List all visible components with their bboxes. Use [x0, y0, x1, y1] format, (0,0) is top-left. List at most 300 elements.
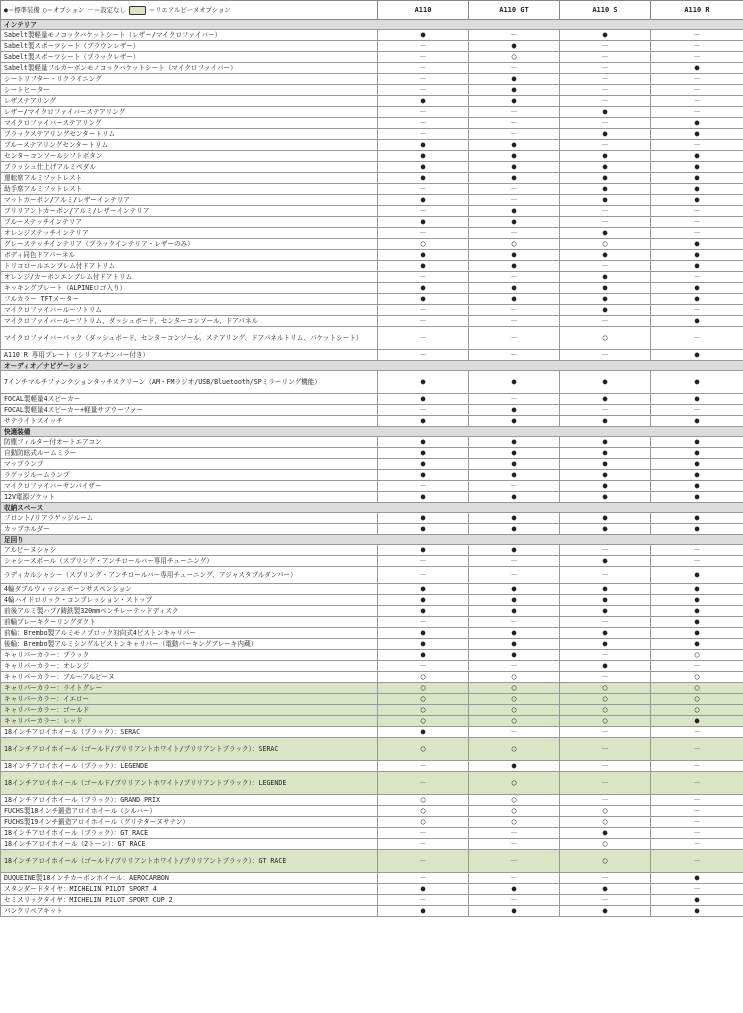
standard-mark: ● [651, 63, 743, 74]
none-mark: － [560, 74, 651, 85]
none-mark: － [469, 350, 560, 361]
option-mark: ○ [469, 772, 560, 795]
none-mark: － [469, 305, 560, 316]
none-mark: － [378, 617, 469, 628]
none-mark: － [378, 85, 469, 96]
option-mark: ○ [560, 694, 651, 705]
feature-label: ラディカルシャシー（スプリング・アンチロールバー専用チューニング、アジャスタブルダンパー） [1, 567, 378, 584]
none-mark: － [378, 873, 469, 884]
standard-mark: ● [651, 250, 743, 261]
feature-label: 運転席アルミフットレスト [1, 173, 378, 184]
feature-label: レザステアリング [1, 96, 378, 107]
option-mark: ○ [378, 817, 469, 828]
standard-mark: ● [378, 173, 469, 184]
none-mark: － [378, 52, 469, 63]
standard-mark: ● [560, 305, 651, 316]
standard-mark: ● [378, 195, 469, 206]
standard-mark: ● [469, 606, 560, 617]
spec-row [1, 839, 743, 850]
spec-row [1, 545, 743, 556]
option-mark: ○ [651, 705, 743, 716]
spec-row [1, 727, 743, 738]
option-mark: ○ [378, 672, 469, 683]
standard-mark: ● [651, 294, 743, 305]
none-mark: － [469, 556, 560, 567]
section-title: 快適装備 [1, 427, 743, 437]
standard-mark: ● [560, 884, 651, 895]
none-mark: － [560, 118, 651, 129]
standard-mark: ● [560, 481, 651, 492]
feature-label: キッキングプレート（ALPINEロゴ入り） [1, 283, 378, 294]
standard-mark: ● [378, 96, 469, 107]
spec-row [1, 283, 743, 294]
spec-row [1, 206, 743, 217]
option-mark: ○ [378, 738, 469, 761]
spec-row [1, 217, 743, 228]
none-mark: － [651, 727, 743, 738]
none-mark: － [378, 772, 469, 795]
standard-mark: ● [469, 906, 560, 917]
standard-mark: ● [469, 650, 560, 661]
option-mark: ○ [560, 327, 651, 350]
feature-label: ブラッシュ仕上げアルミペダル [1, 162, 378, 173]
none-mark: － [378, 761, 469, 772]
option-mark: ○ [378, 683, 469, 694]
spec-row [1, 606, 743, 617]
none-mark: － [560, 795, 651, 806]
standard-mark: ● [560, 250, 651, 261]
feature-label: ブラックステアリングセンタートリム [1, 129, 378, 140]
feature-label: セミスリックタイヤ：MICHELIN PILOT SPORT CUP 2 [1, 895, 378, 906]
none-mark: － [378, 63, 469, 74]
standard-mark: ● [378, 250, 469, 261]
none-mark: － [469, 63, 560, 74]
none-mark: － [560, 52, 651, 63]
standard-mark: ● [469, 151, 560, 162]
legend-standard: ●＝標準装備 [4, 6, 40, 14]
standard-mark: ● [651, 617, 743, 628]
none-mark: － [378, 41, 469, 52]
standard-mark: ● [560, 448, 651, 459]
spec-row [1, 513, 743, 524]
feature-label: キャリパーカラー：イエロー [1, 694, 378, 705]
feature-label: 18インチアロイホイール（2トーン）：GT RACE [1, 839, 378, 850]
feature-label: 防塵フィルター付オートエアコン [1, 437, 378, 448]
spec-row [1, 85, 743, 96]
feature-label: 18インチアロイホイール（ゴールド/ブリリアントホワイト/ブリリアントブラック）：LEGENDE [1, 772, 378, 795]
standard-mark: ● [469, 96, 560, 107]
option-mark: ○ [560, 806, 651, 817]
spec-row [1, 96, 743, 107]
spec-row [1, 661, 743, 672]
none-mark: － [560, 772, 651, 795]
model-header-a110-gt: A110 GT [469, 1, 560, 20]
standard-mark: ● [378, 727, 469, 738]
section-title: 収納スペース [1, 503, 743, 513]
option-mark: ○ [469, 705, 560, 716]
none-mark: － [378, 272, 469, 283]
standard-mark: ● [651, 162, 743, 173]
feature-label: 後輪：Brembo製アルミシングルピストンキャリパー（電動パーキングブレーキ内蔵） [1, 639, 378, 650]
feature-label: キャリパーカラー：オレンジ [1, 661, 378, 672]
spec-row [1, 448, 743, 459]
standard-mark: ● [469, 416, 560, 427]
standard-mark: ● [560, 173, 651, 184]
none-mark: － [378, 481, 469, 492]
option-mark: ○ [651, 694, 743, 705]
spec-row [1, 617, 743, 628]
none-mark: － [469, 195, 560, 206]
spec-row [1, 162, 743, 173]
none-mark: － [651, 107, 743, 118]
standard-mark: ● [469, 639, 560, 650]
none-mark: － [469, 129, 560, 140]
standard-mark: ● [560, 272, 651, 283]
spec-row [1, 639, 743, 650]
standard-mark: ● [651, 283, 743, 294]
spec-row [1, 228, 743, 239]
feature-label: A110 R 専用プレート（シリアルナンバー付き） [1, 350, 378, 361]
spec-row [1, 239, 743, 250]
standard-mark: ● [560, 595, 651, 606]
none-mark: － [469, 184, 560, 195]
none-mark: － [469, 394, 560, 405]
feature-label: 18インチアロイホイール（ブラック）：SERAC [1, 727, 378, 738]
none-mark: － [560, 738, 651, 761]
none-mark: － [651, 228, 743, 239]
none-mark: － [469, 316, 560, 327]
none-mark: － [651, 806, 743, 817]
standard-mark: ● [378, 448, 469, 459]
option-mark: ○ [378, 239, 469, 250]
spec-row [1, 63, 743, 74]
standard-mark: ● [651, 151, 743, 162]
standard-mark: ● [469, 513, 560, 524]
spec-row [1, 850, 743, 873]
feature-label: オレンジ/カーボンエンブレム付ドアトリム [1, 272, 378, 283]
spec-row [1, 895, 743, 906]
feature-label: 18インチアロイホイール（ゴールド/ブリリアントホワイト/ブリリアントブラック）：GT RACE [1, 850, 378, 873]
standard-mark: ● [651, 459, 743, 470]
standard-mark: ● [560, 371, 651, 394]
standard-mark: ● [469, 162, 560, 173]
model-header-a110-r: A110 R [651, 1, 743, 20]
standard-mark: ● [560, 470, 651, 481]
none-mark: － [651, 738, 743, 761]
standard-mark: ● [378, 492, 469, 503]
standard-mark: ● [560, 228, 651, 239]
feature-label: オレンジステッチインテリア [1, 228, 378, 239]
option-mark: ○ [560, 817, 651, 828]
standard-mark: ● [651, 906, 743, 917]
legend-premium: ＝リエアルピーヌオプション [148, 6, 231, 14]
feature-label: 前輪：Brembo製アルミモノブロック対向式4ピストンキャリパー [1, 628, 378, 639]
standard-mark: ● [378, 628, 469, 639]
none-mark: － [651, 839, 743, 850]
none-mark: － [651, 41, 743, 52]
option-mark: ○ [469, 694, 560, 705]
spec-row [1, 761, 743, 772]
none-mark: － [560, 761, 651, 772]
none-mark: － [651, 305, 743, 316]
spec-row [1, 118, 743, 129]
standard-mark: ● [378, 151, 469, 162]
spec-row [1, 41, 743, 52]
standard-mark: ● [469, 250, 560, 261]
spec-row [1, 524, 743, 535]
none-mark: － [378, 839, 469, 850]
none-mark: － [378, 556, 469, 567]
none-mark: － [378, 107, 469, 118]
standard-mark: ● [378, 261, 469, 272]
spec-row [1, 716, 743, 727]
standard-mark: ● [469, 173, 560, 184]
feature-label: Sabelt製軽量モノコックバケットシート（レザー/マイクロファイバー） [1, 30, 378, 41]
none-mark: － [378, 74, 469, 85]
section-header-row [1, 535, 743, 545]
standard-mark: ● [378, 459, 469, 470]
model-header-a110: A110 [378, 1, 469, 20]
option-mark: ○ [378, 795, 469, 806]
standard-mark: ● [469, 628, 560, 639]
standard-mark: ● [560, 513, 651, 524]
none-mark: － [560, 217, 651, 228]
standard-mark: ● [378, 650, 469, 661]
feature-label: マイクロファイバールーフトリム [1, 305, 378, 316]
standard-mark: ● [651, 195, 743, 206]
standard-mark: ● [560, 30, 651, 41]
standard-mark: ● [651, 437, 743, 448]
feature-label: キャリパーカラー：レッド [1, 716, 378, 727]
standard-mark: ● [651, 481, 743, 492]
none-mark: － [560, 617, 651, 628]
legend-row [1, 1, 743, 20]
standard-mark: ● [378, 394, 469, 405]
none-mark: － [651, 761, 743, 772]
standard-mark: ● [651, 584, 743, 595]
none-mark: － [469, 873, 560, 884]
section-header-row [1, 427, 743, 437]
none-mark: － [469, 839, 560, 850]
none-mark: － [469, 481, 560, 492]
none-mark: － [560, 316, 651, 327]
standard-mark: ● [469, 206, 560, 217]
spec-row [1, 327, 743, 350]
standard-mark: ● [651, 448, 743, 459]
standard-mark: ● [378, 283, 469, 294]
none-mark: － [378, 316, 469, 327]
feature-label: ボディ同色ドアパーネル [1, 250, 378, 261]
none-mark: － [651, 884, 743, 895]
none-mark: － [378, 350, 469, 361]
option-mark: ○ [560, 839, 651, 850]
spec-row [1, 394, 743, 405]
feature-label: ブルーステッチインテリア [1, 217, 378, 228]
spec-row [1, 817, 743, 828]
none-mark: － [469, 567, 560, 584]
none-mark: － [560, 727, 651, 738]
option-mark: ○ [378, 694, 469, 705]
spec-row [1, 184, 743, 195]
spec-row [1, 405, 743, 416]
standard-mark: ● [469, 459, 560, 470]
standard-mark: ● [651, 492, 743, 503]
feature-label: キャリパーカラー：ゴールド [1, 705, 378, 716]
standard-mark: ● [378, 513, 469, 524]
none-mark: － [378, 567, 469, 584]
standard-mark: ● [378, 371, 469, 394]
section-header-row [1, 20, 743, 30]
none-mark: － [560, 567, 651, 584]
standard-mark: ● [378, 217, 469, 228]
standard-mark: ● [469, 217, 560, 228]
spec-row [1, 906, 743, 917]
spec-row [1, 272, 743, 283]
feature-label: 助手席アルミフットレスト [1, 184, 378, 195]
none-mark: － [469, 727, 560, 738]
feature-label: キャリパーカラー：ブルーアルピーヌ [1, 672, 378, 683]
spec-row [1, 250, 743, 261]
option-mark: ○ [378, 705, 469, 716]
none-mark: － [560, 261, 651, 272]
option-mark: ○ [378, 716, 469, 727]
legend [4, 6, 374, 15]
none-mark: － [560, 96, 651, 107]
standard-mark: ● [469, 74, 560, 85]
spec-row [1, 705, 743, 716]
standard-mark: ● [651, 513, 743, 524]
standard-mark: ● [651, 639, 743, 650]
option-mark: ○ [469, 239, 560, 250]
standard-mark: ● [560, 628, 651, 639]
none-mark: － [378, 828, 469, 839]
standard-mark: ● [469, 470, 560, 481]
spec-row [1, 316, 743, 327]
none-mark: － [651, 817, 743, 828]
option-mark: ○ [469, 795, 560, 806]
standard-mark: ● [560, 129, 651, 140]
standard-mark: ● [469, 85, 560, 96]
standard-mark: ● [469, 595, 560, 606]
spec-row [1, 492, 743, 503]
legend-none: －＝設定なし [87, 6, 126, 14]
spec-row [1, 806, 743, 817]
feature-label: キャリパーカラー：ライトグレー [1, 683, 378, 694]
none-mark: － [651, 96, 743, 107]
none-mark: － [560, 85, 651, 96]
none-mark: － [560, 350, 651, 361]
standard-mark: ● [651, 239, 743, 250]
feature-label: FUCHS製18インチ鍛造アロイホイール（シルバー） [1, 806, 378, 817]
option-mark: ○ [560, 716, 651, 727]
none-mark: － [560, 405, 651, 416]
standard-mark: ● [560, 151, 651, 162]
feature-label: パンクリペアキット [1, 906, 378, 917]
spec-row [1, 470, 743, 481]
spec-row [1, 371, 743, 394]
standard-mark: ● [560, 283, 651, 294]
spec-row [1, 437, 743, 448]
option-mark: ○ [469, 817, 560, 828]
spec-row [1, 650, 743, 661]
standard-mark: ● [651, 895, 743, 906]
standard-mark: ● [651, 567, 743, 584]
standard-mark: ● [651, 628, 743, 639]
standard-mark: ● [651, 173, 743, 184]
section-header-row [1, 361, 743, 371]
spec-row [1, 305, 743, 316]
none-mark: － [651, 405, 743, 416]
option-mark: ○ [651, 683, 743, 694]
feature-label: センターコンソールシフトボタン [1, 151, 378, 162]
standard-mark: ● [560, 639, 651, 650]
standard-mark: ● [378, 906, 469, 917]
legend-cell [1, 1, 378, 20]
standard-mark: ● [378, 884, 469, 895]
feature-label: ブルーステアリングセンタートリム [1, 140, 378, 151]
none-mark: － [378, 405, 469, 416]
feature-label: サテライトスイッチ [1, 416, 378, 427]
feature-label: カップホルダー [1, 524, 378, 535]
none-mark: － [469, 327, 560, 350]
option-mark: ○ [469, 672, 560, 683]
standard-mark: ● [560, 661, 651, 672]
feature-label: グレーステッチインテリア（ブラックインテリア・レザーのみ） [1, 239, 378, 250]
none-mark: － [378, 118, 469, 129]
standard-mark: ● [469, 371, 560, 394]
standard-mark: ● [560, 416, 651, 427]
feature-label: フルカラー TFTメーター [1, 294, 378, 305]
none-mark: － [560, 545, 651, 556]
feature-label: DUQUEINE製18インチカーボンホイール：AEROCARBON [1, 873, 378, 884]
standard-mark: ● [469, 294, 560, 305]
spec-row [1, 683, 743, 694]
option-mark: ○ [560, 239, 651, 250]
feature-label: Sabelt製スポーツシート（ブラウンレザー） [1, 41, 378, 52]
spec-row [1, 738, 743, 761]
none-mark: － [469, 118, 560, 129]
spec-row [1, 628, 743, 639]
standard-mark: ● [378, 437, 469, 448]
standard-mark: ● [469, 140, 560, 151]
standard-mark: ● [469, 545, 560, 556]
spec-row [1, 30, 743, 41]
model-header-a110-s: A110 S [560, 1, 651, 20]
standard-mark: ● [651, 129, 743, 140]
standard-mark: ● [651, 350, 743, 361]
none-mark: － [651, 272, 743, 283]
none-mark: － [651, 850, 743, 873]
standard-mark: ● [560, 394, 651, 405]
feature-label: アルピーヌシャシ [1, 545, 378, 556]
standard-mark: ● [378, 584, 469, 595]
feature-label: 前後アルミ製ハブ/鋳鉄製320mmベンチレーテッドディスク [1, 606, 378, 617]
spec-row [1, 567, 743, 584]
spec-row [1, 294, 743, 305]
spec-row [1, 416, 743, 427]
none-mark: － [469, 828, 560, 839]
feature-label: 18インチアロイホイール（ブラック）：GRAND PRIX [1, 795, 378, 806]
standard-mark: ● [560, 906, 651, 917]
option-mark: ○ [469, 738, 560, 761]
feature-label: マイクロファイバールーフトリム、ダッシュボード、センターコンソール、ドアパネル [1, 316, 378, 327]
spec-row [1, 107, 743, 118]
standard-mark: ● [469, 261, 560, 272]
spec-row [1, 595, 743, 606]
standard-mark: ● [560, 195, 651, 206]
none-mark: － [651, 828, 743, 839]
option-mark: ○ [651, 650, 743, 661]
